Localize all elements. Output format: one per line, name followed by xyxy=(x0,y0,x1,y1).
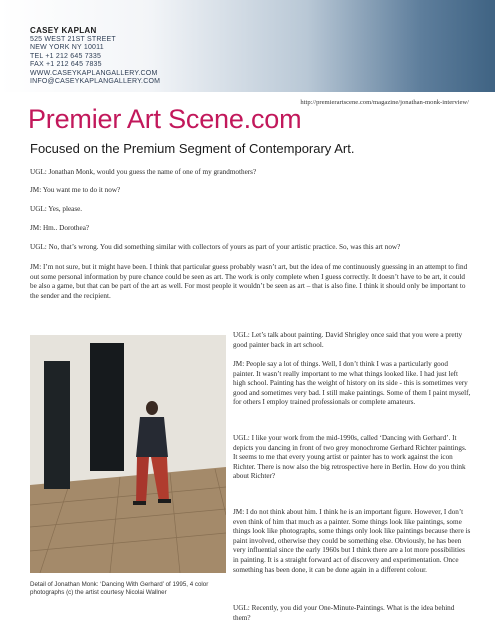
gallery-tel: TEL +1 212 645 7335 xyxy=(30,52,102,60)
interview-paragraph-6: JM: I’m not sure, but it might have been. I think that particular guess probably wasn’t art, but the idea of me continuously guessing in an attempt to find out some personal information by pure chance could be seen as art. The work is only complete when I guess correctly. It doesn’t have to be art, it could be also a game, but that can be part of the art as well. For most people it wouldn’t be seen as art – that is also fine. I think it should only be important to the sender and the recipient. xyxy=(30,263,468,300)
artwork-photo-illustration xyxy=(30,335,226,573)
interview-paragraph-1: UGL: Jonathan Monk, would you guess the name of one of my grandmothers? xyxy=(30,168,257,176)
masthead-tagline: Focused on the Premium Segment of Contemporary Art. xyxy=(30,141,355,156)
gallery-website: WWW.CASEYKAPLANGALLERY.COM xyxy=(30,69,158,77)
interview-paragraph-5: UGL: No, that’s wrong. You did something similar with collectors of yours as part of your artistic practice. So, was this art now? xyxy=(30,243,401,251)
gallery-name: CASEY KAPLAN xyxy=(30,26,97,35)
interview-paragraph-11: UGL: Recently, you did your One-Minute-Paintings. What is the idea behind them? xyxy=(233,604,455,622)
interview-paragraph-9: UGL: I like your work from the mid-1990s, called ‘Dancing with Gerhard’. It depicts you dancing in front of two grey monochrome Gerhard Richter paintings. It seems to me that every young artist or painter has to work against the icon Richter. There is now also the big retrospective here in Berlin. How do you think about Richter? xyxy=(233,434,467,481)
interview-paragraph-10: JM: I do not think about him. I think he is an important figure. However, I don’t even think of him that much as a painter. Some things look like paintings, some things look like photographs, some things only look like paintings because there is paint involved, otherwise they could be something else. Obviously, he has been very influential since the early 1960s but I think there are a lot more possibilities in painting. It is a straight forward act of discovery and experimentation. Once something has been done, it can be done again in a different colour. xyxy=(233,508,471,574)
gallery-address-block xyxy=(30,26,160,86)
artwork-photo xyxy=(30,335,226,573)
interview-paragraph-8: JM: People say a lot of things. Well, I don’t think I was a particularly good painter. It wasn’t really important to me what things looked like. I had just left high school. Painting has the weight of history on its side - this is sometimes very good and sometimes very bad. I still make paintings. Some of them I paint myself, for others I employ trained professionals or complete amateurs. xyxy=(233,360,471,407)
gallery-city: NEW YORK NY 10011 xyxy=(30,44,104,52)
gallery-street: 525 WEST 21ST STREET xyxy=(30,36,116,43)
gallery-fax: FAX +1 212 645 7835 xyxy=(30,61,102,69)
interview-paragraph-7: UGL: Let’s talk about painting. David Shrigley once said that you were a pretty good painter back in art school. xyxy=(233,331,463,349)
interview-paragraph-4: JM: Hm.. Dorothea? xyxy=(30,224,90,232)
interview-paragraph-2: JM: You want me to do it now? xyxy=(30,186,121,194)
interview-paragraph-3: UGL: Yes, please. xyxy=(30,205,83,213)
gallery-email: INFO@CASEYKAPLANGALLERY.COM xyxy=(30,78,161,86)
photo-caption: Detail of Jonathan Monk: ‘Dancing With Gerhard’ of 1995, 4 color photographs (c) the artist courtesy Nicolai Wallner xyxy=(30,581,209,596)
masthead-title: Premier Art Scene.com xyxy=(28,104,302,134)
source-url: http://premierartscene.com/magazine/jonathan-monk-interview/ xyxy=(300,99,469,106)
